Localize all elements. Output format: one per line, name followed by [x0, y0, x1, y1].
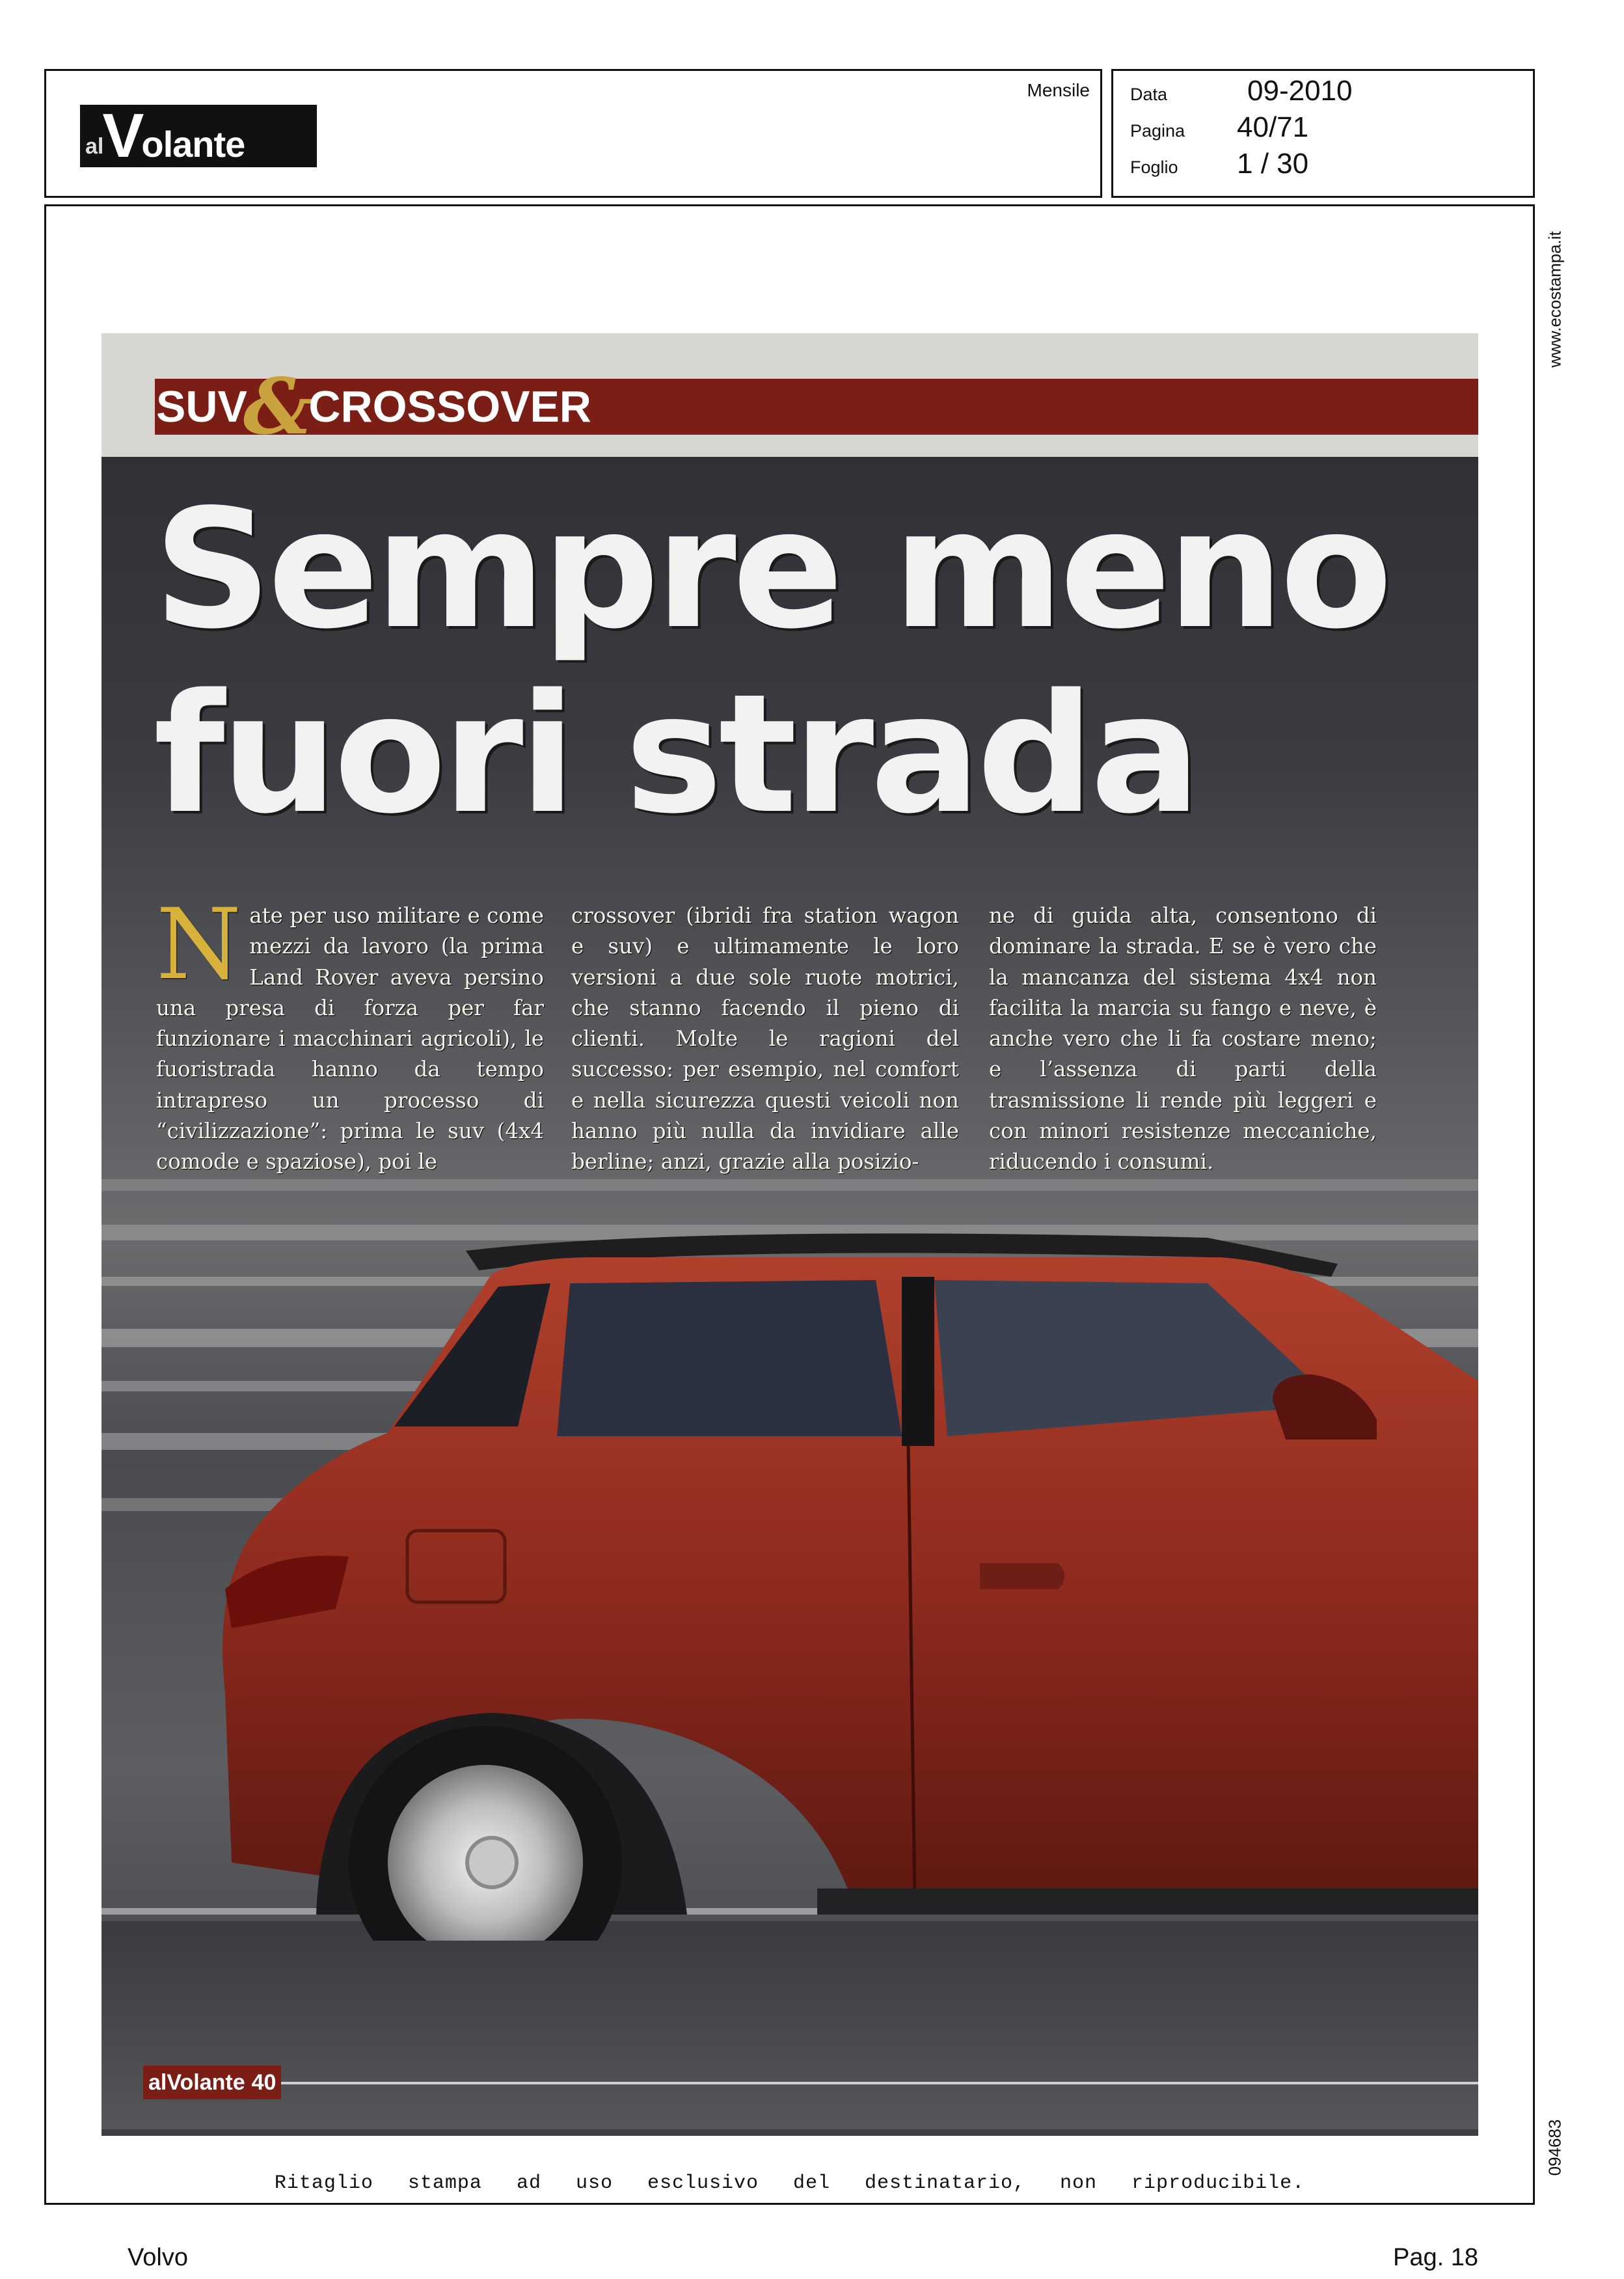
meta-row-data — [1130, 75, 1352, 107]
motion-stripe — [102, 1179, 1478, 1191]
section-label — [156, 361, 591, 452]
publication-logo — [80, 105, 317, 167]
section-ampersand: & — [243, 361, 313, 452]
section-suv: SUV — [156, 382, 247, 431]
magazine-footer-line — [271, 2082, 1478, 2084]
logo-prefix: al — [85, 134, 104, 159]
meta-value: 09-2010 — [1247, 75, 1353, 107]
logo-rest: olante — [141, 124, 245, 165]
side-sill — [817, 1889, 1478, 1915]
meta-value: 40/71 — [1237, 111, 1309, 143]
magazine-logo: alVolante — [148, 2069, 245, 2095]
clipping-header-left — [44, 69, 1102, 198]
side-code-text: 094683 — [1545, 2119, 1565, 2176]
b-pillar — [902, 1277, 934, 1446]
meta-label: Data — [1130, 85, 1168, 104]
clipping-header-meta — [1111, 69, 1535, 198]
side-code — [1543, 2095, 1567, 2200]
logo-initial: V — [102, 105, 144, 167]
periodicity: Mensile — [1027, 80, 1090, 100]
article-column-3 — [989, 901, 1377, 1178]
meta-label: Foglio — [1130, 157, 1178, 177]
page-source: Volvo — [128, 2244, 188, 2271]
article-column-1 — [156, 888, 544, 1178]
clipping-disclaimer-text: Ritaglio stampa ad uso esclusivo del destinatario, non riproducibile. — [274, 2172, 1305, 2194]
section-crossover: CROSSOVER — [308, 382, 591, 431]
article-headline — [154, 474, 1389, 850]
page-number: Pag. 18 — [1393, 2244, 1478, 2271]
meta-row-foglio — [1130, 148, 1308, 180]
article-column-2 — [571, 901, 959, 1178]
magazine-scan — [102, 333, 1478, 2136]
column-3-text: ne di guida alta, consentono di dominare la strada. E se è vero che la mancanza del sistema 4x4 non facilita la marcia su fango e neve, è anche vero che li fa costare meno; e l’assenza di parti della trasmissione li rende più leggeri e con minori resistenze meccaniche, riducendo i consumi. — [989, 903, 1377, 1175]
door-handle — [980, 1563, 1064, 1589]
side-url-text: www.ecostampa.it — [1545, 231, 1565, 368]
side-url — [1543, 215, 1567, 384]
road-surface — [102, 1921, 1478, 2129]
middle-window — [557, 1280, 902, 1436]
clipping-disclaimer — [44, 2172, 1535, 2194]
magazine-footer — [143, 2066, 281, 2099]
column-2-text: crossover (ibridi fra station wagon e suv) e ultimamente le loro versioni a due sole ruote motrici, che stanno facendo il pieno di clienti. Molte le ragioni del successo: per esempio, nel comfort e nella sicurezza questi veicoli non hanno più nulla da invidiare alle berline; anzi, grazie alla posizio- — [571, 903, 959, 1175]
headline-line-2: fuori strada — [154, 659, 1197, 850]
meta-label: Pagina — [1130, 121, 1185, 141]
column-1-text: ate per uso militare e come mezzi da lavoro (la prima Land Rover aveva persino una presa di forza per far funzionare i macchinari agricoli), le fuoristrada hanno da tempo intrapreso un processo di “civilizzazione”: prima le suv (4x4 comode e spaziose), poi le — [156, 903, 544, 1175]
drop-cap: N — [156, 888, 242, 1002]
meta-row-pagina — [1130, 111, 1308, 144]
car-illustration — [102, 1212, 1478, 1941]
headline-line-1: Sempre meno — [154, 474, 1389, 665]
magazine-page-number: 40 — [251, 2069, 277, 2095]
meta-value: 1 / 30 — [1237, 148, 1309, 180]
wheel-hub — [467, 1838, 517, 1887]
